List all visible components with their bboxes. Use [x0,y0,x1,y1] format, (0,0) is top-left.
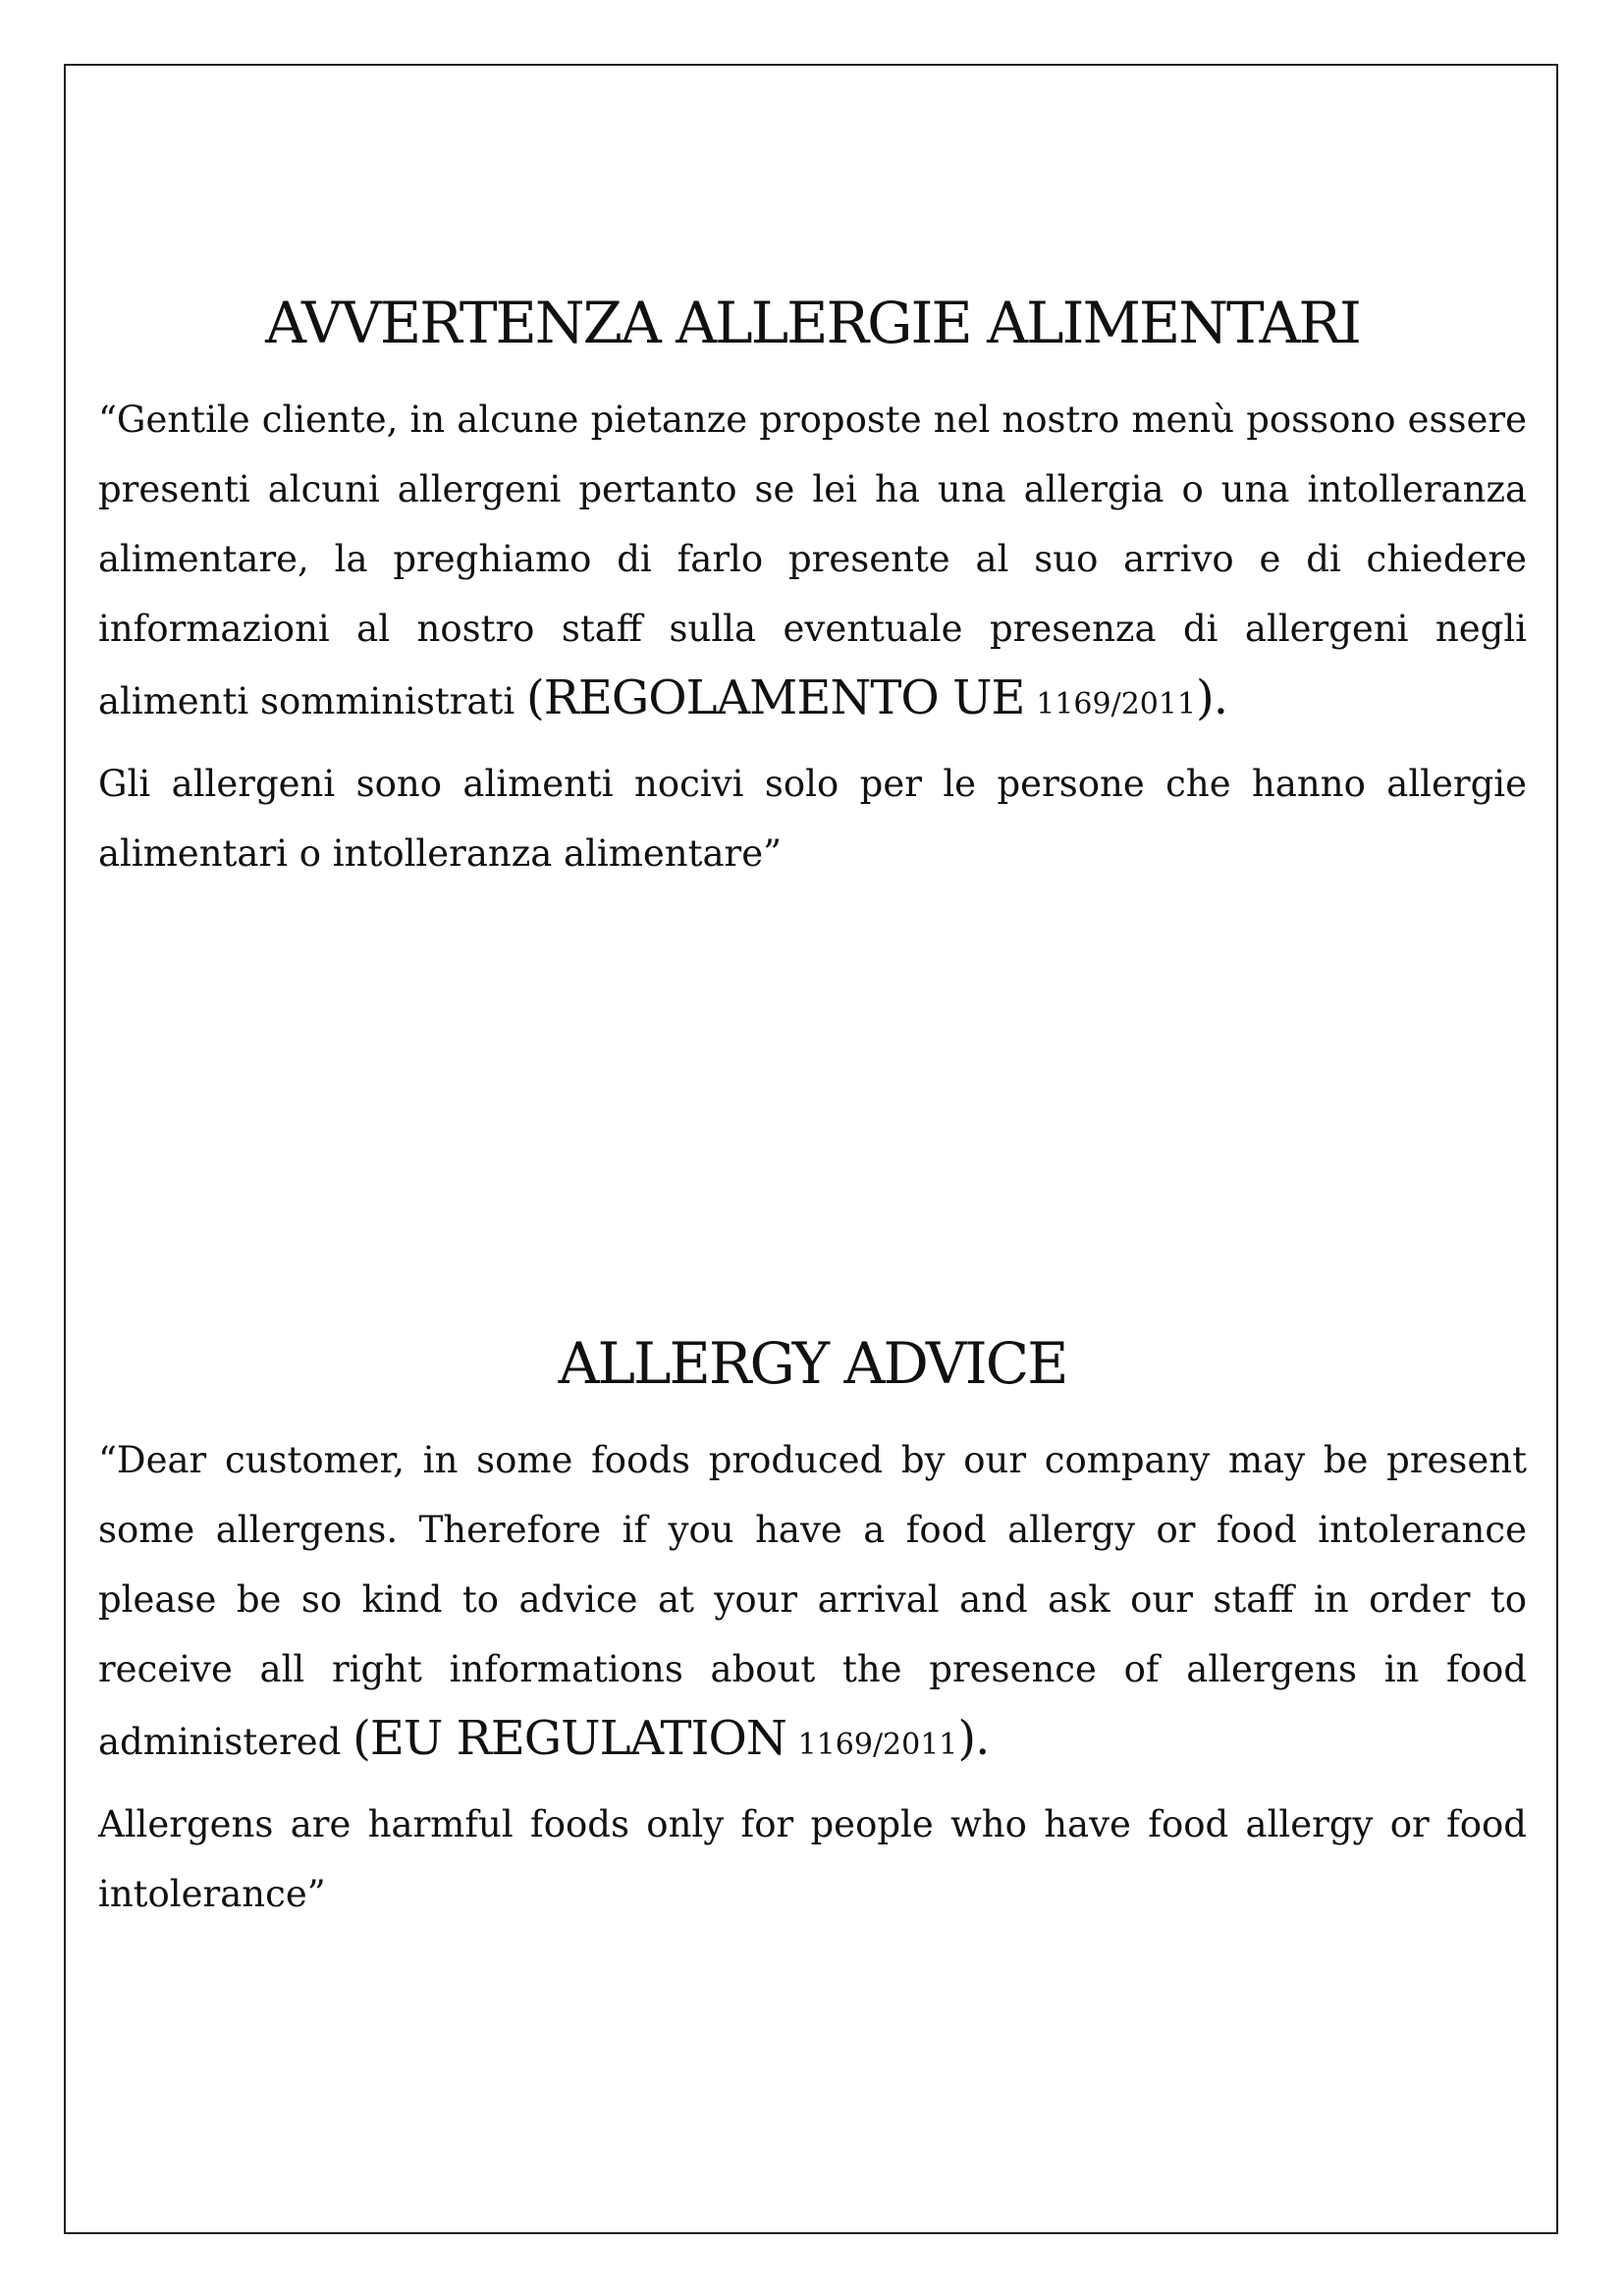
italian-regulation-number: 1169/2011 [1036,686,1197,721]
english-paragraph-1 [98,1425,1527,1780]
italian-regulation-open: ( [526,669,544,725]
english-regulation-number: 1169/2011 [797,1727,958,1762]
italian-paragraph-1 [98,385,1527,739]
english-allergy-section [98,1330,1527,1939]
italian-regulation-close: ). [1196,669,1228,725]
italian-allergy-section [98,290,1527,898]
english-regulation-name: EU REGULATION [369,1710,786,1766]
english-regulation-close: ). [957,1710,990,1766]
english-heading: ALLERGY ADVICE [558,1330,1067,1397]
italian-paragraph-1-text: “Gentile cliente, in alcune pietanze proposte nel nostro menù possono essere presenti alcuni allergeni pertanto se lei ha una allergia o una intolleranza alimentare, la preghiamo di farlo presente al suo arrivo e di chiedere informazioni al nostro staff sulla eventuale presenza di allergeni negli alimenti somministrati [98,398,1527,722]
italian-regulation-name: REGOLAMENTO UE [543,669,1025,725]
english-paragraph-2: Allergens are harmful foods only for people who have food allergy or food intolerance” [98,1802,1527,1915]
english-paragraph-1-text: “Dear customer, in some foods produced by our company may be present some allergens. Therefore if you have a food allergy or food intolerance please be so kind to advice at your arrival and ask our staff in order to receive all right informations about the presence of allergens in food administered [98,1438,1527,1763]
italian-heading: AVVERTENZA ALLERGIE ALIMENTARI [265,290,1360,356]
english-regulation-open: ( [352,1710,370,1766]
italian-paragraph-2: Gli allergeni sono alimenti nocivi solo per le persone che hanno allergie alimentari o intolleranza alimentare” [98,762,1527,875]
